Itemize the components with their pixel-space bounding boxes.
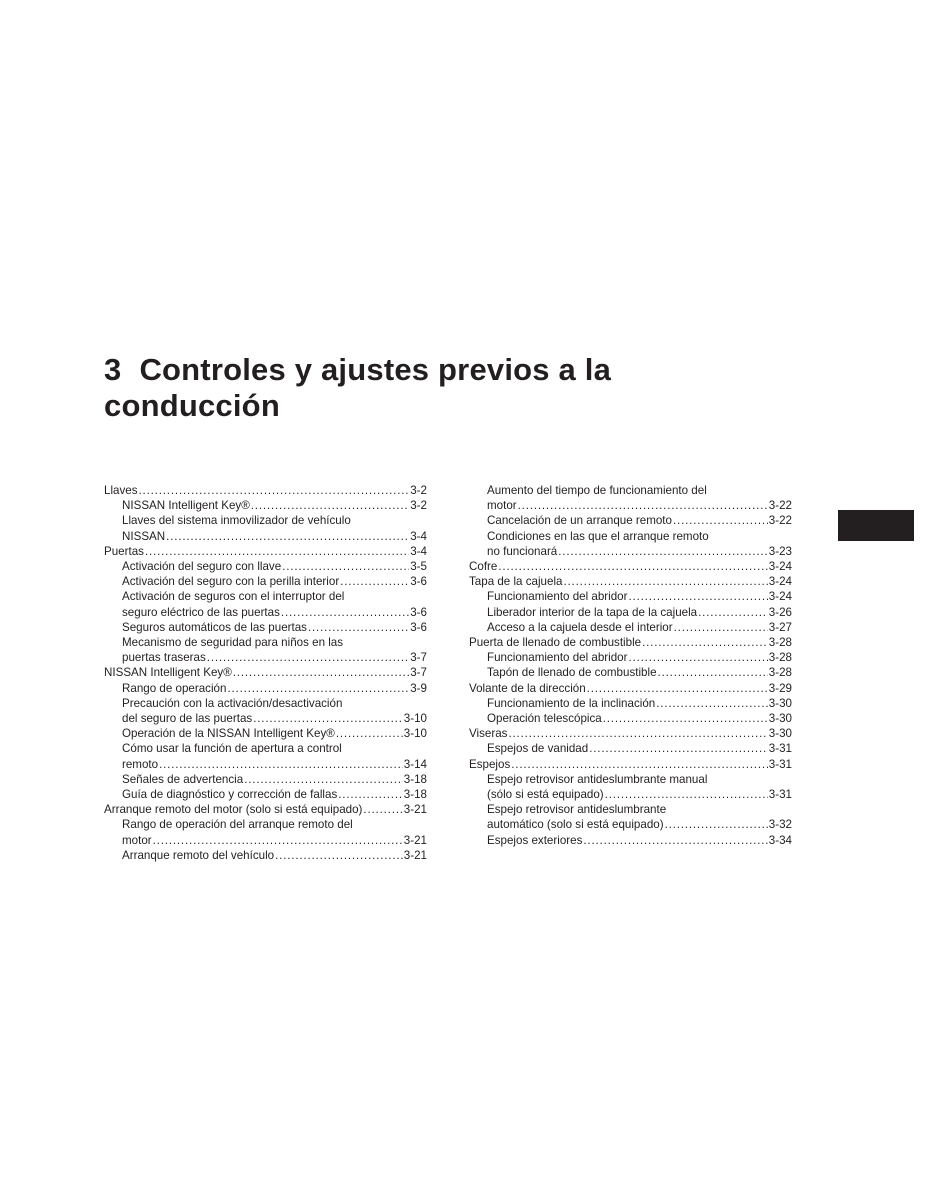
- toc-page-number: 3-22: [768, 514, 792, 528]
- toc-entry-title: puertas traseras: [122, 651, 206, 665]
- toc-entry-title: motor: [487, 499, 517, 513]
- toc-page-number: 3-9: [410, 681, 427, 695]
- toc-leader-dots: [656, 696, 768, 711]
- toc-entry[interactable]: [104, 483, 427, 498]
- toc-entry-text-line: Activación de seguros con el interruptor del: [122, 590, 345, 604]
- toc-page-number: 3-6: [410, 575, 427, 589]
- toc-entry[interactable]: [104, 772, 427, 787]
- toc-entry[interactable]: [104, 817, 427, 847]
- toc-page-number: 3-24: [768, 560, 792, 574]
- toc-entry-title: seguro eléctrico de las puertas: [122, 605, 280, 619]
- toc-leader-dots: [674, 620, 768, 635]
- toc-page-number: 3-14: [403, 757, 427, 771]
- toc-entry[interactable]: [104, 620, 427, 635]
- toc-entry-text-line: Cómo usar la función de apertura a control: [122, 742, 342, 756]
- toc-entry-title: Acceso a la cajuela desde el interior: [487, 620, 673, 634]
- toc-entry[interactable]: [104, 559, 427, 574]
- toc-entry-title: no funcionará: [487, 544, 558, 558]
- toc-entry-title: Funcionamiento de la inclinación: [487, 696, 656, 710]
- toc-leader-dots: [139, 483, 410, 498]
- toc-entry-title: Activación del seguro con la perilla interior: [122, 575, 340, 589]
- toc-page-number: 3-10: [403, 727, 427, 741]
- toc-leader-dots: [605, 787, 768, 802]
- toc-left-column: [104, 483, 427, 863]
- toc-entry-title: Espejos exteriores: [487, 833, 583, 847]
- toc-entry-title: Operación de la NISSAN Intelligent Key®: [122, 727, 335, 741]
- toc-entry-title: Rango de operación: [122, 681, 227, 695]
- toc-leader-dots: [145, 544, 409, 559]
- toc-page-number: 3-18: [403, 788, 427, 802]
- toc-leader-dots: [673, 513, 768, 528]
- toc-entry[interactable]: [104, 741, 427, 771]
- toc-entry[interactable]: [104, 696, 427, 726]
- toc-entry[interactable]: [469, 833, 792, 848]
- toc-page-number: 3-24: [768, 575, 792, 589]
- toc-entry[interactable]: [469, 483, 792, 513]
- toc-page-number: 3-31: [768, 757, 792, 771]
- toc-entry[interactable]: [469, 711, 792, 726]
- toc-entry[interactable]: [104, 665, 427, 680]
- toc-leader-dots: [587, 681, 768, 696]
- toc-leader-dots: [251, 498, 409, 513]
- toc-entry[interactable]: [104, 802, 427, 817]
- toc-leader-dots: [698, 605, 768, 620]
- toc-entry[interactable]: [104, 787, 427, 802]
- toc-page-number: 3-34: [768, 833, 792, 847]
- toc-entry-title: Liberador interior de la tapa de la cajuela: [487, 605, 698, 619]
- toc-page-number: 3-28: [768, 666, 792, 680]
- toc-leader-dots: [629, 589, 768, 604]
- toc-leader-dots: [336, 726, 403, 741]
- toc-page-number: 3-6: [410, 605, 427, 619]
- toc-entry[interactable]: [469, 513, 792, 528]
- toc-entry-title: Funcionamiento del abridor: [487, 651, 628, 665]
- toc-page-number: 3-22: [768, 499, 792, 513]
- toc-leader-dots: [153, 833, 403, 848]
- toc-entry[interactable]: [104, 726, 427, 741]
- toc-entry-text-line: Espejo retrovisor antideslumbrante: [487, 803, 667, 817]
- toc-page-number: 3-21: [403, 803, 427, 817]
- toc-entry[interactable]: [469, 635, 792, 650]
- toc-leader-dots: [338, 787, 403, 802]
- toc-entry-title: automático (solo si está equipado): [487, 818, 664, 832]
- toc-page-number: 3-30: [768, 712, 792, 726]
- toc-leader-dots: [166, 529, 409, 544]
- toc-page-number: 3-26: [768, 605, 792, 619]
- toc-leader-dots: [563, 574, 767, 589]
- toc-leader-dots: [518, 498, 768, 513]
- toc-page-number: 3-28: [768, 636, 792, 650]
- toc-entry[interactable]: [469, 620, 792, 635]
- toc-leader-dots: [233, 665, 409, 680]
- toc-leader-dots: [253, 711, 403, 726]
- toc-entry-title: remoto: [122, 757, 159, 771]
- toc-page-number: 3-30: [768, 727, 792, 741]
- toc-entry[interactable]: [469, 650, 792, 665]
- toc-entry-title: Seguros automáticos de las puertas: [122, 620, 307, 634]
- toc-entry-title: Activación del seguro con llave: [122, 560, 282, 574]
- toc-leader-dots: [227, 681, 409, 696]
- toc-page-number: 3-4: [410, 529, 427, 543]
- toc-page-number: 3-31: [768, 788, 792, 802]
- toc-entry-title: Viseras: [469, 727, 508, 741]
- toc-page-number: 3-21: [403, 848, 427, 862]
- toc-entry-text-line: Precaución con la activación/desactivación: [122, 696, 343, 710]
- toc-leader-dots: [308, 620, 409, 635]
- toc-entry[interactable]: [104, 635, 427, 665]
- toc-page-number: 3-2: [410, 499, 427, 513]
- toc-page-number: 3-29: [768, 681, 792, 695]
- toc-entry-title: del seguro de las puertas: [122, 712, 253, 726]
- toc-entry[interactable]: [104, 589, 427, 619]
- toc-leader-dots: [207, 650, 409, 665]
- toc-leader-dots: [159, 757, 403, 772]
- toc-leader-dots: [629, 650, 768, 665]
- toc-entry[interactable]: [469, 741, 792, 756]
- toc-leader-dots: [642, 635, 768, 650]
- toc-entry[interactable]: [469, 529, 792, 559]
- toc-entry-title: NISSAN Intelligent Key®: [122, 499, 250, 513]
- toc-leader-dots: [498, 559, 767, 574]
- toc-entry[interactable]: [469, 726, 792, 741]
- toc-entry-title: Llaves: [104, 484, 138, 497]
- toc-entry-text-line: Rango de operación del arranque remoto del: [122, 818, 353, 832]
- toc-entry-title: Cofre: [469, 560, 498, 574]
- toc-entry-title: Arranque remoto del motor (solo si está equipado): [104, 803, 363, 817]
- toc-entry[interactable]: [469, 559, 792, 574]
- toc-leader-dots: [244, 772, 403, 787]
- toc-leader-dots: [603, 711, 768, 726]
- toc-page-number: 3-2: [410, 484, 427, 497]
- toc-entry[interactable]: [469, 696, 792, 711]
- toc-entry[interactable]: [469, 574, 792, 589]
- toc-page-number: 3-31: [768, 742, 792, 756]
- toc-entry-title: NISSAN Intelligent Key®: [104, 666, 232, 680]
- toc-entry[interactable]: [104, 513, 427, 543]
- toc-leader-dots: [665, 817, 768, 832]
- toc-leader-dots: [281, 605, 409, 620]
- toc-entry-title: Guía de diagnóstico y corrección de fallas: [122, 788, 338, 802]
- toc-entry[interactable]: [469, 665, 792, 680]
- toc-page-number: 3-30: [768, 696, 792, 710]
- toc-entry-text-line: Condiciones en las que el arranque remoto: [487, 529, 709, 543]
- toc-page-number: 3-32: [768, 818, 792, 832]
- toc-leader-dots: [508, 726, 767, 741]
- toc-entry-title: NISSAN: [122, 529, 166, 543]
- toc-entry-text-line: Llaves del sistema inmovilizador de vehículo: [122, 514, 351, 528]
- toc-right-column: [469, 483, 792, 848]
- toc-entry-title: Puertas: [104, 544, 144, 558]
- toc-entry-title: Arranque remoto del vehículo: [122, 848, 275, 862]
- toc-leader-dots: [589, 741, 768, 756]
- toc-entry-text-line: Mecanismo de seguridad para niños en las: [122, 636, 344, 650]
- toc-entry[interactable]: [469, 757, 792, 772]
- toc-page-number: 3-21: [403, 833, 427, 847]
- toc-page-number: 3-6: [410, 620, 427, 634]
- toc-entry-text-line: Espejo retrovisor antideslumbrante manual: [487, 772, 708, 786]
- toc-leader-dots: [583, 833, 767, 848]
- toc-entry[interactable]: [469, 681, 792, 696]
- toc-entry[interactable]: [104, 574, 427, 589]
- toc-leader-dots: [282, 559, 409, 574]
- toc-entry[interactable]: [469, 772, 792, 802]
- toc-page-number: 3-28: [768, 651, 792, 665]
- toc-entry-title: Funcionamiento del abridor: [487, 590, 628, 604]
- toc-entry-title: Señales de advertencia: [122, 772, 244, 786]
- toc-page-number: 3-27: [768, 620, 792, 634]
- chapter-title-text: Controles y ajustes previos a la conducción: [104, 352, 612, 423]
- toc-leader-dots: [275, 848, 403, 863]
- toc-leader-dots: [363, 802, 402, 817]
- toc-page-number: 3-10: [403, 712, 427, 726]
- toc-page-number: 3-24: [768, 590, 792, 604]
- toc-page-number: 3-5: [410, 560, 427, 574]
- toc-leader-dots: [511, 757, 768, 772]
- toc-entry[interactable]: [104, 681, 427, 696]
- toc-entry-title: Espejos de vanidad: [487, 742, 589, 756]
- chapter-number: 3: [104, 352, 122, 387]
- toc-entry[interactable]: [469, 605, 792, 620]
- toc-entry-title: motor: [122, 833, 152, 847]
- toc-entry[interactable]: [469, 589, 792, 604]
- toc-page-number: 3-23: [768, 544, 792, 558]
- toc-entry[interactable]: [104, 498, 427, 513]
- toc-entry[interactable]: [469, 802, 792, 832]
- toc-entry-title: Tapa de la cajuela: [469, 575, 563, 589]
- toc-entry-title: Espejos: [469, 757, 511, 771]
- chapter-tab-marker: [838, 510, 914, 541]
- toc-entry-title: Puerta de llenado de combustible: [469, 636, 642, 650]
- toc-entry-title: Operación telescópica: [487, 712, 602, 726]
- toc-entry-title: Tapón de llenado de combustible: [487, 666, 657, 680]
- toc-entry-title: Volante de la dirección: [469, 681, 586, 695]
- toc-leader-dots: [340, 574, 409, 589]
- toc-entry-title: Cancelación de un arranque remoto: [487, 514, 672, 528]
- toc-entry[interactable]: [104, 848, 427, 863]
- toc-page-number: 3-7: [410, 651, 427, 665]
- toc-page-number: 3-18: [403, 772, 427, 786]
- toc-leader-dots: [658, 665, 768, 680]
- toc-page-number: 3-4: [410, 544, 427, 558]
- toc-entry[interactable]: [104, 544, 427, 559]
- chapter-title: [104, 352, 744, 424]
- toc-entry-title: (sólo si está equipado): [487, 788, 604, 802]
- toc-leader-dots: [558, 544, 768, 559]
- toc-entry-text-line: Aumento del tiempo de funcionamiento del: [487, 484, 707, 497]
- toc-page-number: 3-7: [410, 666, 427, 680]
